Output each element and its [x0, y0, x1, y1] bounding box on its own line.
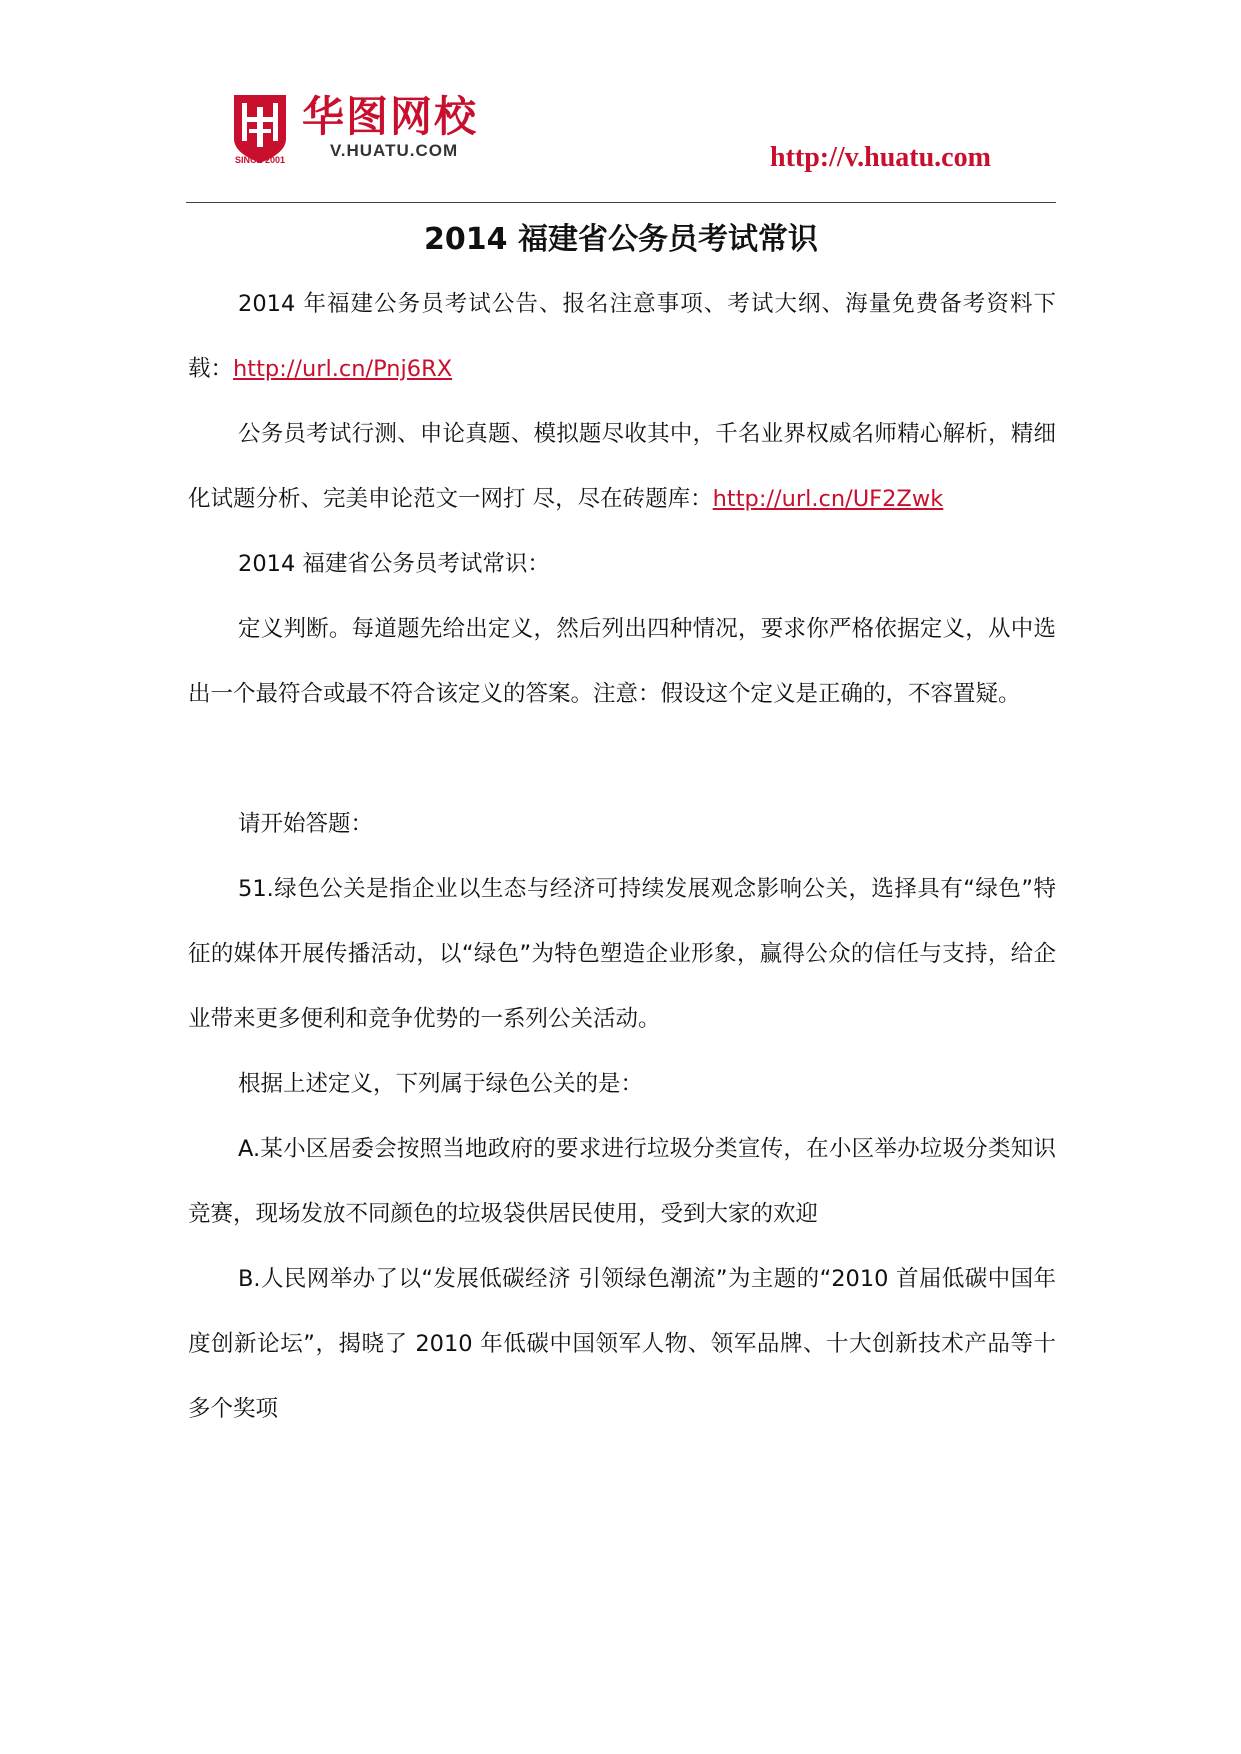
logo-since-text: SINCE 2001	[234, 155, 286, 165]
paragraph-definition-judgment: 定义判断。每道题先给出定义，然后列出四种情况，要求你严格依据定义，从中选出一个最符合或最不符合该定义的答案。注意：假设这个定义是正确的，不容置疑。	[188, 616, 1056, 707]
huatu-logo	[230, 93, 530, 173]
logo-brand-name: 华图网校	[302, 92, 479, 141]
question-51-prompt: 根据上述定义，下列属于绿色公关的是：	[238, 1071, 644, 1097]
paragraph-question-bank	[188, 402, 1056, 532]
document-body	[188, 272, 1056, 1442]
question-bank-link[interactable]: http://url.cn/UF2Zwk	[712, 486, 944, 512]
header-site-url[interactable]: http://v.huatu.com	[770, 142, 991, 173]
document-title: 2014 福建省公务员考试常识	[424, 222, 818, 257]
paragraph-question-bank-text: 公务员考试行测、申论真题、模拟题尽收其中，千名业界权威名师精心解析，精细化试题分析、完美申论范文一网打 尽，尽在砖题库：	[188, 421, 1056, 512]
paragraph-section-heading: 2014 福建省公务员考试常识：	[238, 551, 550, 577]
paragraph-download-text: 2014 年福建公务员考试公告、报名注意事项、考试大纲、海量免费备考资料下载：	[188, 291, 1056, 382]
logo-domain-text: V.HUATU.COM	[330, 141, 459, 160]
paragraph-spacer	[188, 727, 1056, 792]
question-51-definition: 51.绿色公关是指企业以生态与经济可持续发展观念影响公关，选择具有“绿色”特征的媒体开展传播活动，以“绿色”为特色塑造企业形象，赢得公众的信任与支持，给企业带来更多便利和竞争优势的一系列公关活动。	[188, 876, 1056, 1032]
option-b: B.人民网举办了以“发展低碳经济 引领绿色潮流”为主题的“2010 首届低碳中国年度创新论坛”，揭晓了 2010 年低碳中国领军人物、领军品牌、十大创新技术产品等十多个奖项	[188, 1266, 1056, 1422]
paragraph-start-answer: 请开始答题：	[238, 811, 374, 837]
paragraph-download	[188, 272, 1056, 402]
download-link[interactable]: http://url.cn/Pnj6RX	[233, 356, 453, 382]
option-a: A.某小区居委会按照当地政府的要求进行垃圾分类宣传，在小区举办垃圾分类知识竞赛，现场发放不同颜色的垃圾袋供居民使用，受到大家的欢迎	[188, 1136, 1056, 1227]
header-divider	[186, 202, 1056, 203]
